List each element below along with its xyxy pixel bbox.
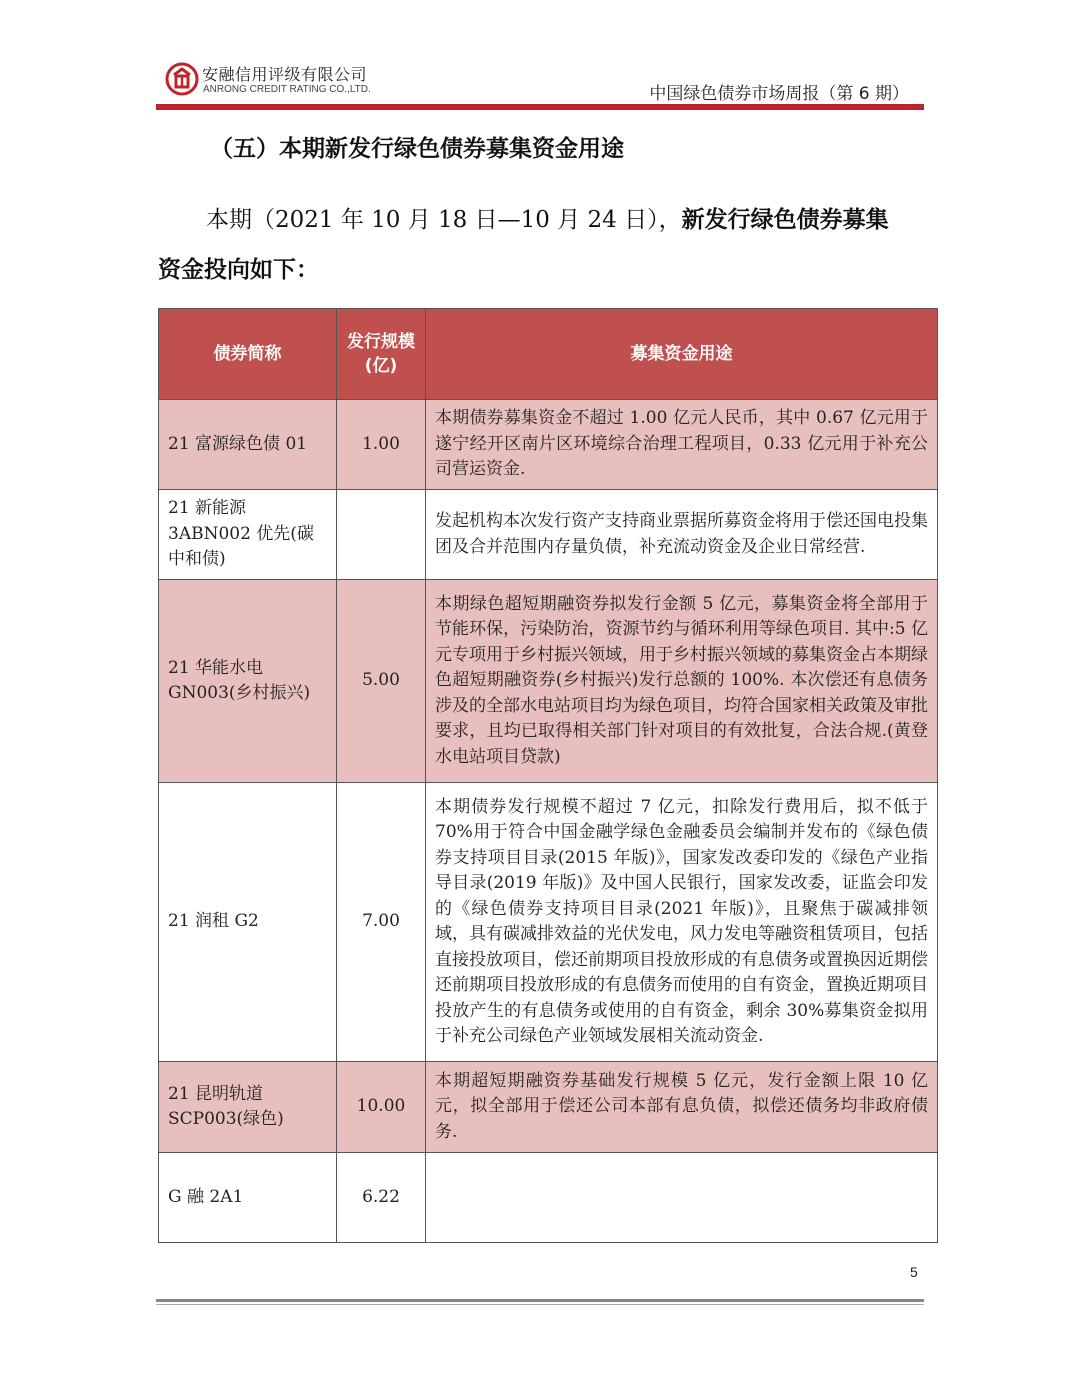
footer-divider-thin [156, 1304, 924, 1305]
fund-use-cell: 发起机构本次发行资产支持商业票据所募资金将用于偿还国电投集团及合并范围内存量负债，补充流动资金及企业日常经营. [426, 490, 938, 580]
green-bond-use-table [158, 308, 938, 1243]
bond-name-cell: 21 润租 G2 [159, 783, 337, 1062]
table-row [159, 580, 938, 783]
bond-name-cell: 21 新能源 3ABN002 优先(碳中和债) [159, 490, 337, 580]
issue-scale-cell: 10.00 [337, 1062, 426, 1153]
fund-use-cell [426, 1153, 938, 1243]
intro-emphasis-1: 新发行绿色债券募集 [681, 207, 889, 233]
table-row [159, 400, 938, 490]
issue-scale-cell: 1.00 [337, 400, 426, 490]
page-number: 5 [910, 1264, 918, 1280]
header-fund-use: 募集资金用途 [426, 309, 938, 400]
report-title: 中国绿色债券市场周报（第 6 期） [649, 84, 909, 104]
intro-text: 本期（2021 年 10 月 18 日—10 月 24 日）， [206, 207, 682, 233]
table-row [159, 490, 938, 580]
bond-name-cell: 21 昆明轨道 SCP003(绿色) [159, 1062, 337, 1153]
company-name-en: ANRONG CREDIT RATING CO.,LTD. [203, 84, 371, 95]
table-header-row [159, 309, 938, 400]
section-heading: （五）本期新发行绿色债券募集资金用途 [210, 136, 624, 162]
company-name-cn: 安融信用评级有限公司 [202, 65, 368, 84]
header-bond-name: 债券简称 [159, 309, 337, 400]
bond-name-cell: 21 华能水电 GN003(乡村振兴) [159, 580, 337, 783]
fund-use-cell: 本期债券发行规模不超过 7 亿元，扣除发行费用后，拟不低于 70%用于符合中国金融学绿色金融委员会编制并发布的《绿色债券支持项目目录(2015 年版)》，国家发改委印发的《绿色产业指导目录(2019 年版)》及中国人民银行，国家发改委，证监会印发的《绿色债券支持项目目录(2021 年版)》，且聚焦于碳减排领域，具有碳减排效益的光伏发电，风力发电等融资租赁项目，包括直接投放项目，偿还前期项目投放形成的有息债务或置换因近期偿还前期项目投放形成的有息债务而使用的自有资金，置换近期项目投放产生的有息债务或使用的自有资金，剩余 30%募集资金拟用于补充公司绿色产业领域发展相关流动资金. [426, 783, 938, 1062]
intro-paragraph [158, 195, 918, 295]
header-divider [156, 104, 924, 110]
fund-use-cell: 本期绿色超短期融资券拟发行金额 5 亿元，募集资金将全部用于节能环保，污染防治，资源节约与循环利用等绿色项目. 其中:5 亿元专项用于乡村振兴领域，用于乡村振兴领域的募集资金占本期绿色超短期融资券(乡村振兴)发行总额的 100%. 本次偿还有息债务涉及的全部水电站项目均为绿色项目，均符合国家相关政策及审批要求，且均已取得相关部门针对项目的有效批复，合法合规.(黄登水电站项目贷款) [426, 580, 938, 783]
table-row [159, 783, 938, 1062]
anrong-logo-icon [165, 62, 199, 96]
issue-scale-cell: 7.00 [337, 783, 426, 1062]
intro-emphasis-2: 资金投向如下： [158, 257, 319, 283]
table-row [159, 1062, 938, 1153]
issue-scale-cell: 5.00 [337, 580, 426, 783]
bond-name-cell: 21 富源绿色债 01 [159, 400, 337, 490]
footer-divider [156, 1299, 924, 1302]
issue-scale-cell: 6.22 [337, 1153, 426, 1243]
fund-use-cell: 本期债券募集资金不超过 1.00 亿元人民币，其中 0.67 亿元用于遂宁经开区南片区环境综合治理工程项目，0.33 亿元用于补充公司营运资金. [426, 400, 938, 490]
bond-name-cell: G 融 2A1 [159, 1153, 337, 1243]
header-issue-scale: 发行规模(亿) [337, 309, 426, 400]
table-row [159, 1153, 938, 1243]
issue-scale-cell [337, 490, 426, 580]
fund-use-cell: 本期超短期融资券基础发行规模 5 亿元，发行金额上限 10 亿元，拟全部用于偿还公司本部有息负债，拟偿还债务均非政府债务. [426, 1062, 938, 1153]
